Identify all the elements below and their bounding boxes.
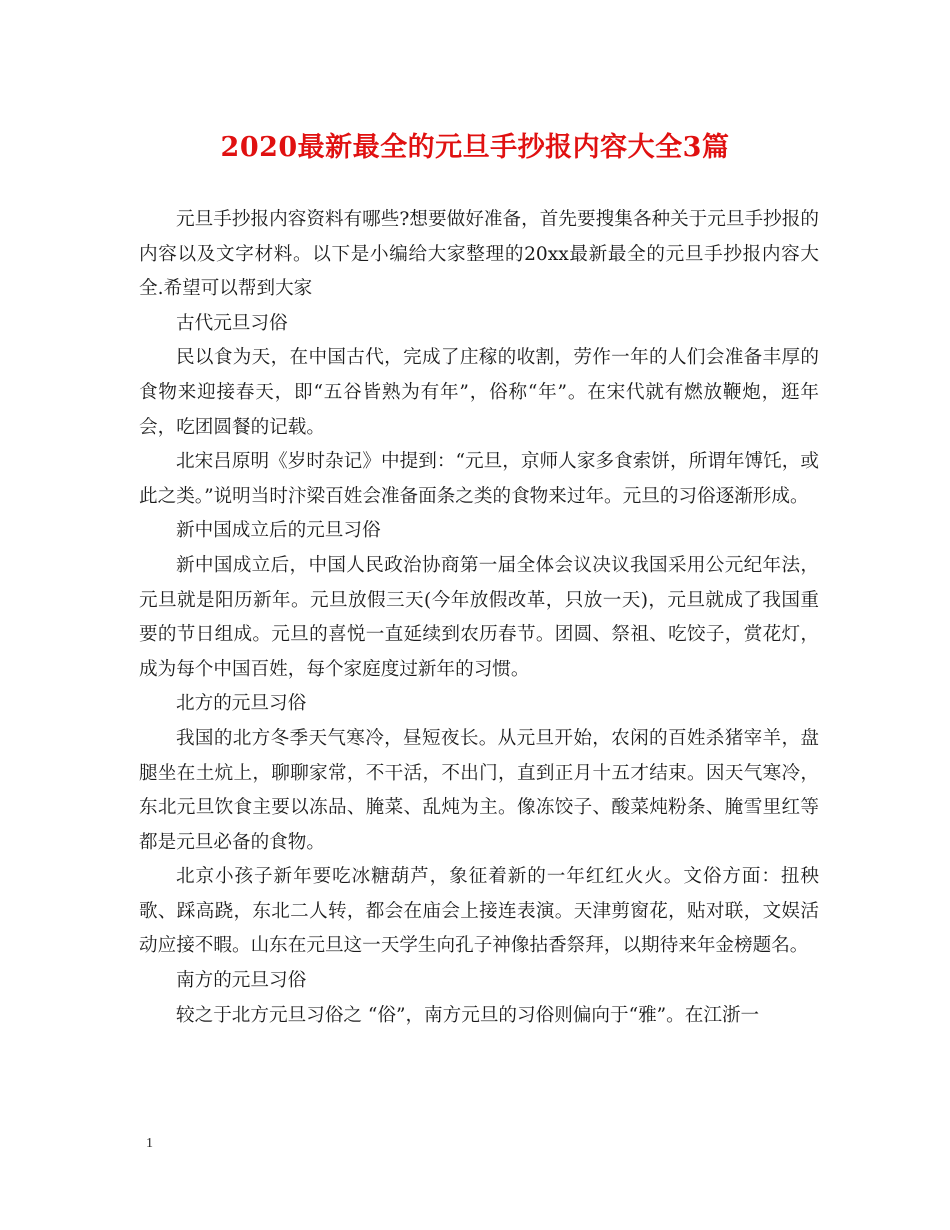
paragraph-new-china: 新中国成立后，中国人民政治协商第一届全体会议决议我国采用公元纪年法，元旦就是阳历新年。元旦放假三天(今年放假改革，只放一天)，元旦就成了我国重要的节日组成。元旦的喜悦一直延续到农历春节。团圆、祭祖、吃饺子，赏花灯，成为每个中国百姓，每个家庭度过新年的习惯。	[139, 554, 819, 680]
paragraph-north-1: 我国的北方冬季天气寒冷，昼短夜长。从元旦开始，农闲的百姓杀猪宰羊，盘腿坐在土炕上，聊聊家常，不干活，不出门，直到正月十五才结束。因天气寒冷，东北元旦饮食主要以冻品、腌菜、乱炖为主。像冻饺子、酸菜炖粉条、腌雪里红等都是元旦必备的食物。	[139, 727, 819, 853]
section-heading-ancient: 古代元旦习俗	[176, 312, 288, 334]
page-number: 1	[146, 1136, 153, 1151]
paragraph-north-2: 北京小孩子新年要吃冰糖葫芦，象征着新的一年红红火火。文俗方面：扭秧歌、踩高跷，东北二人转，都会在庙会上接连表演。天津剪窗花，贴对联，文娱活动应接不暇。山东在元旦这一天学生向孔子神像拈香祭拜，以期待来年金榜题名。	[139, 866, 819, 957]
section-heading-south: 南方的元旦习俗	[176, 970, 307, 992]
section-heading-north: 北方的元旦习俗	[176, 693, 307, 715]
document-body	[139, 203, 819, 1033]
document-title: 2020最新最全的元旦手抄报内容大全3篇	[220, 132, 730, 163]
paragraph-south: 较之于北方元旦习俗之 “俗”，南方元旦的习俗则偏向于“雅”。在江浙一	[176, 1004, 760, 1026]
section-heading-new-china: 新中国成立后的元旦习俗	[176, 520, 381, 542]
paragraph-ancient-1: 民以食为天，在中国古代，完成了庄稼的收割，劳作一年的人们会准备丰厚的食物来迎接春天，即“五谷皆熟为有年”，俗称“年”。在宋代就有燃放鞭炮，逛年会，吃团圆餐的记载。	[139, 347, 819, 438]
paragraph-ancient-2: 北宋吕原明《岁时杂记》中提到：“元旦，京师人家多食索饼，所谓年馎饦，或此之类。”说明当时汴梁百姓会准备面条之类的食物来过年。元旦的习俗逐渐形成。	[139, 451, 819, 507]
paragraph-intro: 元旦手抄报内容资料有哪些?想要做好准备，首先要搜集各种关于元旦手抄报的内容以及文字材料。以下是小编给大家整理的20xx最新最全的元旦手抄报内容大全.希望可以帮到大家	[139, 209, 819, 300]
